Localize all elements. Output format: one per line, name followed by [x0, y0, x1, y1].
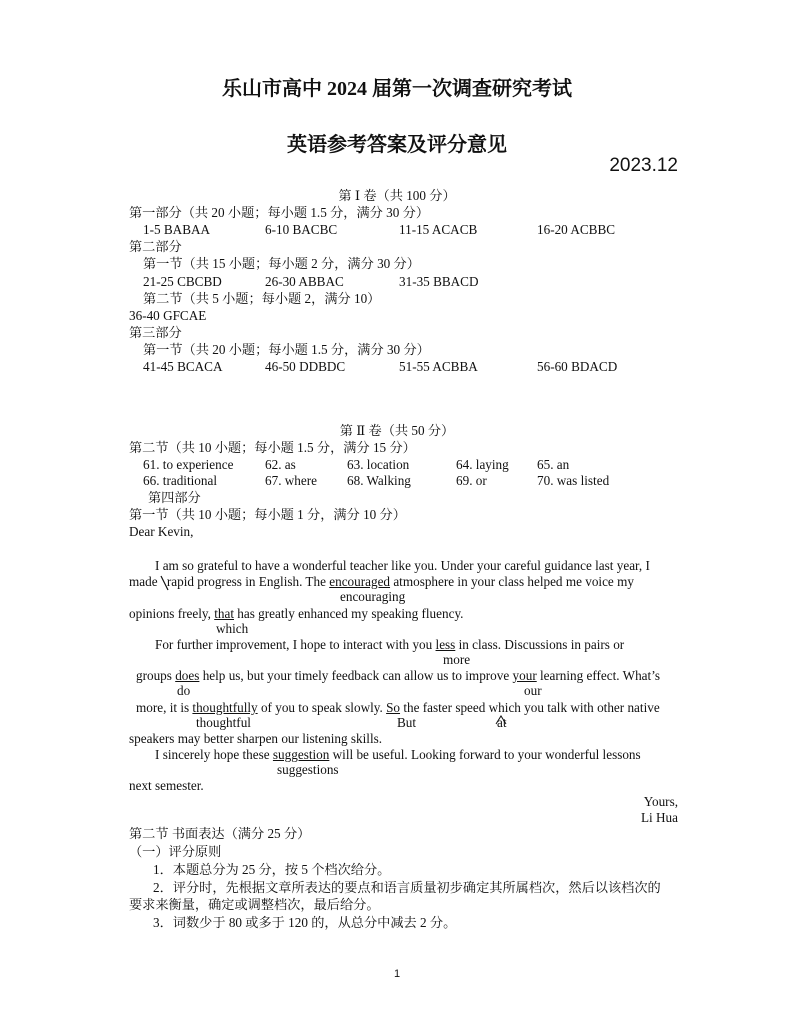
answer-group: 31-35 BBACD	[399, 274, 479, 289]
part2-heading: 第 Ⅱ 卷（共 50 分）	[339, 423, 455, 438]
letter-text: opinions freely,	[129, 606, 211, 621]
letter-text: groups	[136, 668, 172, 683]
answer-item: 66. traditional	[143, 473, 217, 488]
insertion-mark-icon	[159, 575, 169, 595]
letter-text: help us, but your timely feedback can allow us to improve	[202, 668, 510, 683]
sec4-1-heading: 第一节（共 10 小题；每小题 1 分，满分 10 分）	[129, 507, 406, 522]
correction-word: thoughtful	[196, 715, 251, 730]
sec3-1-heading: 第一节（共 20 小题；每小题 1.5 分，满分 30 分）	[143, 342, 430, 357]
letter-text: has greatly enhanced my speaking fluency.	[237, 606, 464, 621]
answer-item: 63. location	[347, 457, 410, 472]
document-title: 乐山市高中 2024 届第一次调查研究考试	[222, 78, 572, 100]
letter-text: rapid progress in English. The	[166, 574, 326, 589]
error-word: encouraged	[329, 574, 391, 589]
page-number: 1	[393, 968, 401, 980]
answer-item: 65. an	[537, 457, 570, 472]
letter-text: I sincerely hope these	[155, 747, 270, 762]
answer-group: 11-15 ACACB	[399, 222, 478, 237]
answer-item: 61. to experience	[143, 457, 234, 472]
error-word: thoughtfully	[192, 700, 258, 715]
error-word: your	[512, 668, 537, 683]
letter-text: atmosphere in your class helped me voice my	[393, 574, 634, 589]
sec1-heading: 第一部分（共 20 小题；每小题 1.5 分，满分 30 分）	[129, 205, 430, 220]
letter-text: For further improvement, I hope to interact with you	[155, 637, 433, 652]
error-word: less	[435, 637, 456, 652]
letter-text: made	[129, 574, 158, 589]
letter-text: which you talk with other native	[488, 700, 660, 715]
letter-text: more, it is	[136, 700, 190, 715]
answer-item: 64. laying	[456, 457, 509, 472]
answer-group: 1-5 BABAA	[143, 222, 211, 237]
letter-line: I am so grateful to have a wonderful teacher like you. Under your careful guidance last year, I	[155, 558, 650, 573]
correction-word: which	[216, 621, 249, 636]
error-word: that	[214, 606, 234, 621]
sec2-heading: 第二部分	[129, 239, 182, 254]
scoring-rule: 2．评分时，先根据文章所表达的要点和语言质量初步确定其所属档次，然后以该档次的	[153, 880, 661, 895]
document-date: 2023.12	[609, 155, 678, 176]
letter-text: the faster speed	[403, 700, 486, 715]
answer-group: 56-60 BDACD	[537, 359, 618, 374]
answer-group: 46-50 DDBDC	[265, 359, 346, 374]
letter-signature: Li Hua	[641, 810, 678, 825]
answer-item: 68. Walking	[347, 473, 411, 488]
scoring-rule: 3．词数少于 80 或多于 120 的，从总分中减去 2 分。	[153, 915, 457, 930]
answer-group: 51-55 ACBBA	[399, 359, 478, 374]
scoring-rule: 1．本题总分为 25 分，按 5 个档次给分。	[153, 862, 391, 877]
sec4-heading: 第四部分	[148, 490, 201, 505]
answer-group: 26-30 ABBAC	[265, 274, 344, 289]
letter-greeting: Dear Kevin,	[129, 524, 194, 539]
letter-line	[136, 668, 660, 684]
sec3-heading: 第三部分	[129, 325, 182, 340]
answer-item: 62. as	[265, 457, 296, 472]
answer-group: 6-10 BACBC	[265, 222, 338, 237]
answer-item: 70. was listed	[537, 473, 610, 488]
answer-item: 67. where	[265, 473, 317, 488]
letter-text: of you to speak slowly.	[260, 700, 383, 715]
letter-closing: Yours,	[643, 794, 678, 809]
answer-group: 41-45 BCACA	[143, 359, 223, 374]
letter-text: in class. Discussions in pairs or	[458, 637, 625, 652]
correction-word: But	[397, 715, 417, 730]
letter-line: next semester.	[129, 778, 204, 793]
correction-word: our	[524, 683, 542, 698]
answer-item: 69. or	[456, 473, 487, 488]
answer-group: 21-25 CBCBD	[143, 274, 222, 289]
letter-text: learning effect. What’s	[540, 668, 660, 683]
letter-line	[155, 747, 641, 763]
letter-line: speakers may better sharpen our listening skills.	[129, 731, 383, 746]
correction-word: more	[443, 652, 471, 667]
error-word: So	[386, 700, 401, 715]
letter-line	[129, 606, 463, 622]
writing-heading: 第二节 书面表达（满分 25 分）	[129, 826, 311, 841]
correction-word: at	[497, 715, 507, 730]
error-word: suggestion	[272, 747, 330, 762]
answer-group: 16-20 ACBBC	[537, 222, 616, 237]
correction-word: suggestions	[277, 762, 339, 777]
answer-group: 36-40 GFCAE	[129, 308, 207, 323]
part2-sec2-heading: 第二节（共 10 小题；每小题 1.5 分，满分 15 分）	[129, 440, 416, 455]
scoring-rule-continued: 要求来衡量，确定或调整档次，最后给分。	[129, 897, 380, 912]
letter-line	[155, 637, 624, 653]
letter-line	[136, 700, 660, 716]
document-subtitle: 英语参考答案及评分意见	[287, 134, 507, 156]
sec2-2-heading: 第二节（共 5 小题；每小题 2，满分 10）	[143, 291, 381, 306]
letter-line	[129, 574, 634, 590]
correction-word: do	[177, 683, 191, 698]
correction-word: encouraging	[340, 589, 406, 604]
sec2-1-heading: 第一节（共 15 小题；每小题 2 分，满分 30 分）	[143, 256, 420, 271]
scoring-principles-heading: （一）评分原则	[129, 844, 222, 859]
error-word: does	[175, 668, 200, 683]
letter-text: will be useful. Looking forward to your wonderful lessons	[332, 747, 641, 762]
part1-heading: 第 Ⅰ 卷（共 100 分）	[338, 188, 456, 203]
